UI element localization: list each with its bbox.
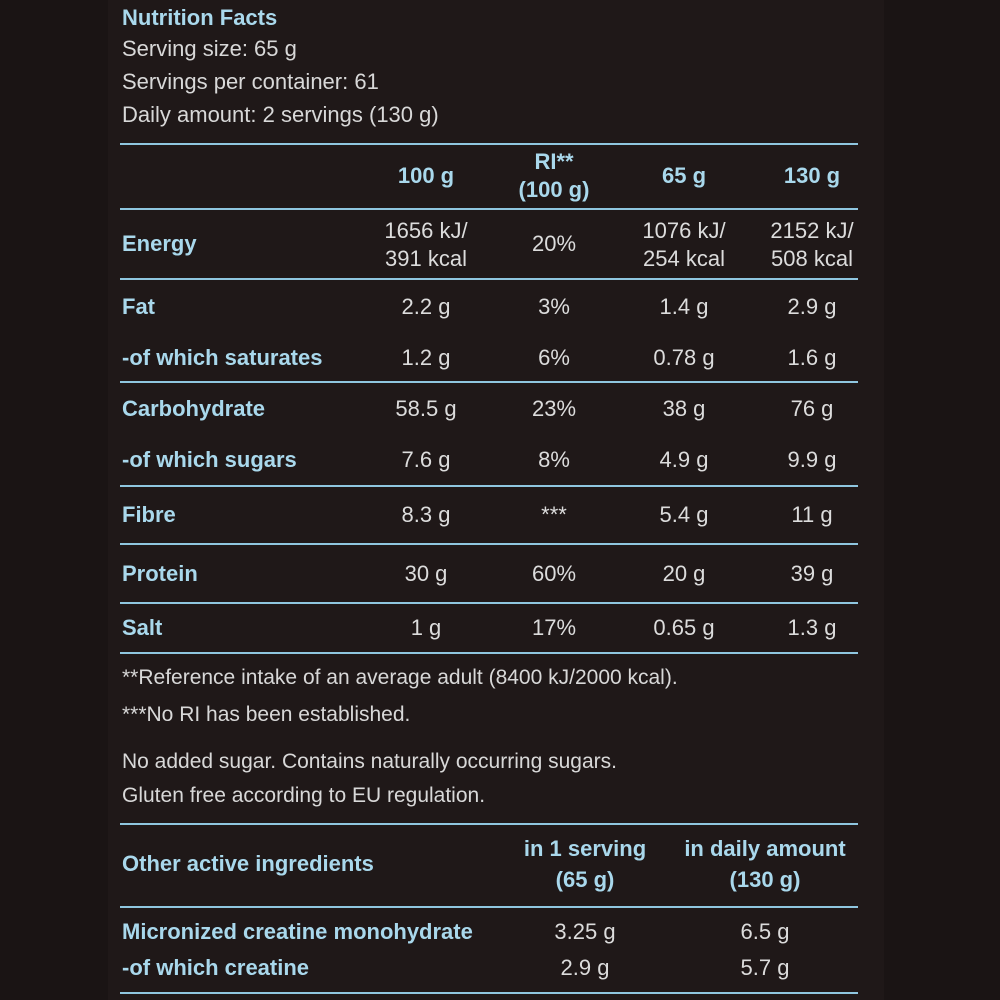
salt-ri: 17%: [531, 615, 577, 640]
divider: [120, 543, 858, 545]
row-label-fibre: Fibre: [122, 502, 176, 527]
saturates-65g: 0.78 g: [653, 345, 715, 370]
column-header-daily-unit: (130 g): [729, 867, 801, 892]
row-label-sugars: -of which sugars: [122, 447, 297, 472]
creatine-monohydrate-serving: 3.25 g: [554, 919, 616, 944]
creatine-monohydrate-daily: 6.5 g: [740, 919, 790, 944]
right-margin: [884, 0, 1000, 1000]
energy-100g-kj: 1656 kJ/: [384, 218, 468, 243]
energy-100g-kcal: 391 kcal: [385, 246, 467, 271]
creatine-daily: 5.7 g: [740, 955, 790, 980]
salt-65g: 0.65 g: [653, 615, 715, 640]
gluten-free-note: Gluten free according to EU regulation.: [122, 784, 486, 807]
column-header-ri-unit: (100 g): [518, 177, 590, 202]
saturates-ri: 6%: [538, 345, 570, 370]
ri-footnote: **Reference intake of an average adult (8400 kJ/2000 kcal).: [122, 666, 678, 689]
salt-100g: 1 g: [410, 615, 442, 640]
row-label-energy: Energy: [122, 231, 197, 256]
no-ri-footnote: ***No RI has been established.: [122, 703, 411, 726]
carbohydrate-65g: 38 g: [662, 396, 706, 421]
carbohydrate-ri: 23%: [531, 396, 577, 421]
column-header-serving-unit: (65 g): [555, 867, 615, 892]
sugars-100g: 7.6 g: [401, 447, 451, 472]
column-header-daily: in daily amount: [684, 836, 846, 861]
protein-65g: 20 g: [662, 561, 706, 586]
sugars-65g: 4.9 g: [659, 447, 709, 472]
row-label-saturates: -of which saturates: [122, 345, 323, 370]
sugars-130g: 9.9 g: [787, 447, 837, 472]
row-label-salt: Salt: [122, 615, 163, 640]
sugars-ri: 8%: [538, 447, 570, 472]
creatine-serving: 2.9 g: [560, 955, 610, 980]
protein-100g: 30 g: [404, 561, 448, 586]
servings-per-container: Servings per container: 61: [122, 69, 379, 94]
divider: [120, 906, 858, 908]
column-header-ri: RI**: [534, 149, 574, 174]
saturates-130g: 1.6 g: [787, 345, 837, 370]
column-header-serving: in 1 serving: [523, 836, 647, 861]
page-title: Nutrition Facts: [122, 5, 278, 30]
fibre-100g: 8.3 g: [401, 502, 451, 527]
row-label-fat: Fat: [122, 294, 155, 319]
row-label-carbohydrate: Carbohydrate: [122, 396, 266, 421]
divider: [120, 652, 858, 654]
row-label-protein: Protein: [122, 561, 198, 586]
fibre-ri: ***: [541, 502, 567, 527]
energy-65g-kj: 1076 kJ/: [642, 218, 726, 243]
divider: [120, 208, 858, 210]
active-ingredients-title: Other active ingredients: [122, 851, 374, 876]
fat-100g: 2.2 g: [401, 294, 451, 319]
column-header-65g: 65 g: [661, 163, 707, 188]
serving-size: Serving size: 65 g: [122, 36, 297, 61]
saturates-100g: 1.2 g: [401, 345, 451, 370]
fat-ri: 3%: [538, 294, 570, 319]
fat-130g: 2.9 g: [787, 294, 837, 319]
fibre-130g: 11 g: [791, 502, 833, 527]
divider: [120, 602, 858, 604]
divider: [120, 381, 858, 383]
carbohydrate-130g: 76 g: [790, 396, 834, 421]
energy-ri: 20%: [531, 231, 577, 256]
left-margin: [0, 0, 108, 1000]
fat-65g: 1.4 g: [659, 294, 709, 319]
column-header-100g: 100 g: [397, 163, 455, 188]
divider: [120, 485, 858, 487]
row-label-creatine-monohydrate: Micronized creatine monohydrate: [122, 919, 473, 944]
divider: [120, 992, 858, 994]
column-header-130g: 130 g: [783, 163, 841, 188]
divider: [120, 278, 858, 280]
energy-130g-kj: 2152 kJ/: [770, 218, 854, 243]
row-label-creatine: -of which creatine: [122, 955, 310, 980]
carbohydrate-100g: 58.5 g: [395, 396, 457, 421]
nutrition-header: [122, 4, 862, 131]
protein-130g: 39 g: [790, 561, 834, 586]
energy-65g-kcal: 254 kcal: [643, 246, 725, 271]
fibre-65g: 5.4 g: [659, 502, 709, 527]
energy-130g-kcal: 508 kcal: [771, 246, 853, 271]
divider: [120, 823, 858, 825]
protein-ri: 60%: [531, 561, 577, 586]
salt-130g: 1.3 g: [787, 615, 837, 640]
daily-amount: Daily amount: 2 servings (130 g): [122, 102, 439, 127]
no-added-sugar-note: No added sugar. Contains naturally occurring sugars.: [122, 750, 617, 773]
divider: [120, 143, 858, 145]
